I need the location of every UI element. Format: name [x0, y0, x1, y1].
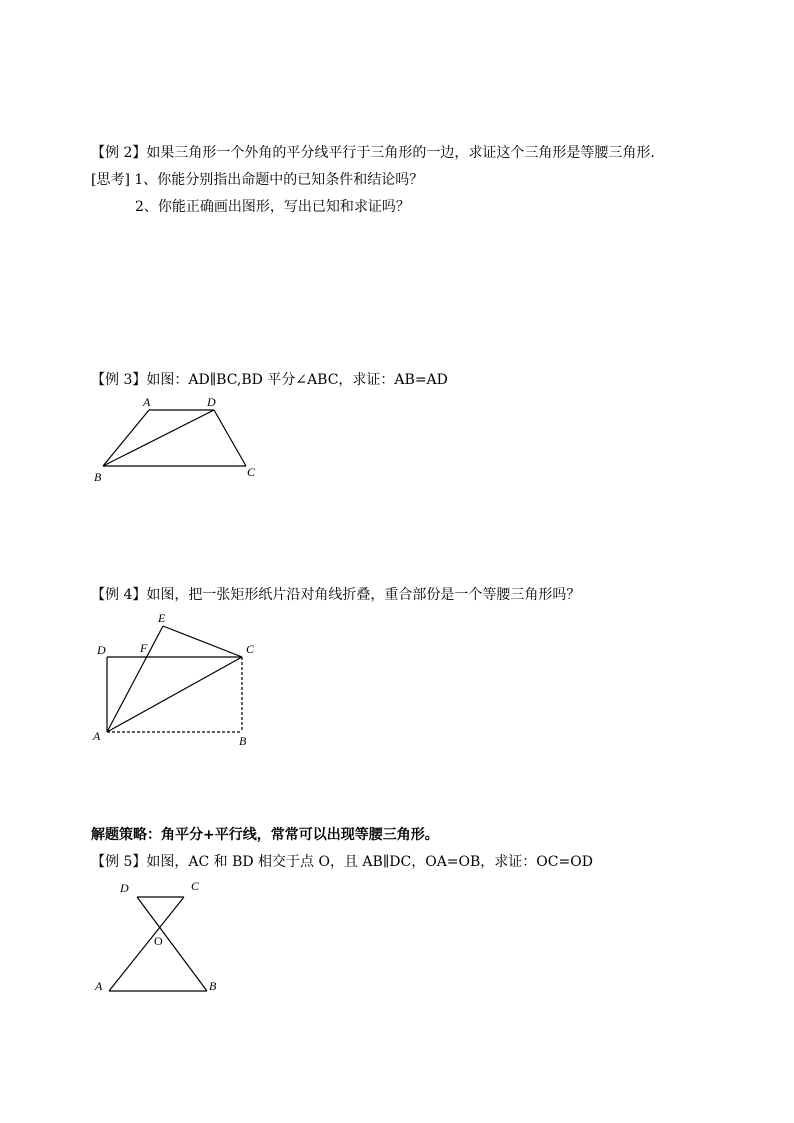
point-label-d: D [97, 643, 106, 657]
solution-strategy: 解题策略：角平分+平行线，常常可以出现等腰三角形。 [91, 827, 439, 843]
point-label-o: O [154, 934, 163, 948]
point-label-b: B [239, 734, 247, 748]
example-4-text: 【例 4】如图，把一张矩形纸片沿对角线折叠，重合部份是一个等腰三角形吗？ [91, 587, 581, 603]
point-label-b: B [94, 470, 102, 484]
point-label-c: C [246, 642, 255, 656]
example-2-text: 【例 2】如果三角形一个外角的平分线平行于三角形的一边，求证这个三角形是等腰三角形． [91, 145, 665, 161]
point-label-d: D [207, 395, 216, 409]
point-label-a: A [143, 395, 151, 409]
point-label-c: C [247, 465, 256, 479]
point-label-d: D [120, 881, 129, 895]
point-label-a: A [93, 729, 101, 743]
segment-ca [109, 897, 184, 991]
example-5-text: 【例 5】如图，AC 和 BD 相交于点 O，且 AB∥DC，OA=OB，求证：OC=OD [91, 854, 593, 870]
point-label-a: A [95, 979, 103, 993]
point-label-c: C [191, 879, 200, 893]
point-label-e: E [158, 611, 166, 625]
example-2-think-1: [思考] 1、你能分别指出命题中的已知条件和结论吗？ [91, 172, 424, 188]
example-3-text: 【例 3】如图：AD∥BC,BD 平分∠ABC，求证：AB=AD [91, 372, 448, 388]
point-label-b: B [209, 979, 217, 993]
point-label-f: F [140, 641, 148, 655]
example-2-think-2: 2、你能正确画出图形，写出已知和求证吗？ [135, 199, 410, 215]
